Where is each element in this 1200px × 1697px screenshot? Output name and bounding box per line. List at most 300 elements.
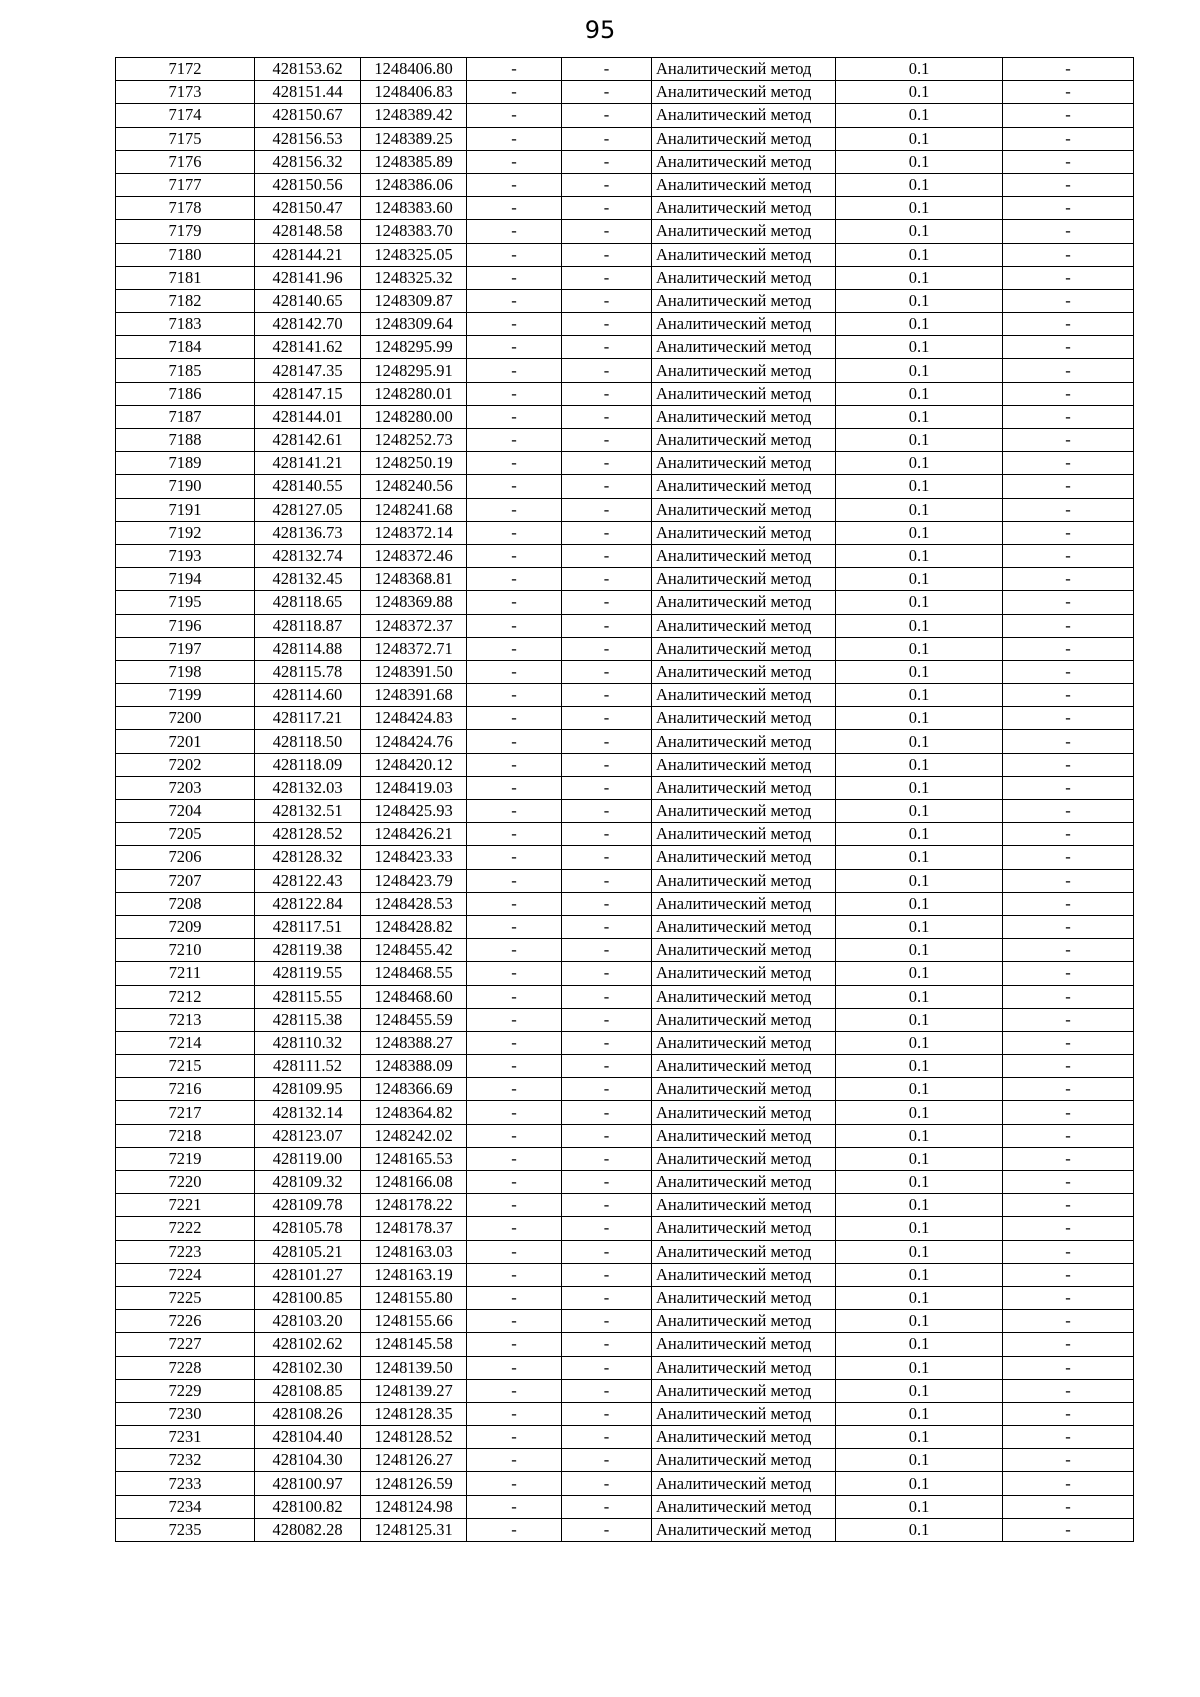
precision-cell: 0.1 [836, 104, 1003, 127]
empty-x-cell: - [467, 173, 562, 196]
table-row [116, 776, 1134, 799]
table-row [116, 1101, 1134, 1124]
point-number-cell: 7182 [116, 289, 255, 312]
note-cell: - [1003, 1495, 1134, 1518]
table-row [116, 1008, 1134, 1031]
empty-y-cell: - [562, 1194, 652, 1217]
x-coordinate-cell: 428109.32 [255, 1171, 361, 1194]
empty-x-cell: - [467, 1194, 562, 1217]
point-number-cell: 7216 [116, 1078, 255, 1101]
empty-x-cell: - [467, 429, 562, 452]
point-number-cell: 7231 [116, 1426, 255, 1449]
note-cell: - [1003, 1031, 1134, 1054]
table-row [116, 1518, 1134, 1541]
x-coordinate-cell: 428119.38 [255, 939, 361, 962]
table-row [116, 1379, 1134, 1402]
y-coordinate-cell: 1248426.21 [361, 823, 467, 846]
precision-cell: 0.1 [836, 173, 1003, 196]
x-coordinate-cell: 428109.95 [255, 1078, 361, 1101]
empty-x-cell: - [467, 730, 562, 753]
point-number-cell: 7198 [116, 660, 255, 683]
empty-y-cell: - [562, 1008, 652, 1031]
precision-cell: 0.1 [836, 544, 1003, 567]
table-row [116, 498, 1134, 521]
precision-cell: 0.1 [836, 1472, 1003, 1495]
y-coordinate-cell: 1248389.25 [361, 127, 467, 150]
y-coordinate-cell: 1248406.83 [361, 81, 467, 104]
precision-cell: 0.1 [836, 220, 1003, 243]
empty-y-cell: - [562, 150, 652, 173]
method-cell: Аналитический метод [652, 405, 836, 428]
point-number-cell: 7184 [116, 336, 255, 359]
note-cell: - [1003, 660, 1134, 683]
empty-y-cell: - [562, 939, 652, 962]
precision-cell: 0.1 [836, 127, 1003, 150]
table-row [116, 1263, 1134, 1286]
note-cell: - [1003, 429, 1134, 452]
empty-x-cell: - [467, 1217, 562, 1240]
method-cell: Аналитический метод [652, 939, 836, 962]
note-cell: - [1003, 1402, 1134, 1425]
empty-x-cell: - [467, 1495, 562, 1518]
y-coordinate-cell: 1248424.83 [361, 707, 467, 730]
x-coordinate-cell: 428132.14 [255, 1101, 361, 1124]
precision-cell: 0.1 [836, 939, 1003, 962]
precision-cell: 0.1 [836, 81, 1003, 104]
x-coordinate-cell: 428101.27 [255, 1263, 361, 1286]
method-cell: Аналитический метод [652, 846, 836, 869]
precision-cell: 0.1 [836, 637, 1003, 660]
y-coordinate-cell: 1248280.01 [361, 382, 467, 405]
precision-cell: 0.1 [836, 776, 1003, 799]
precision-cell: 0.1 [836, 892, 1003, 915]
method-cell: Аналитический метод [652, 730, 836, 753]
x-coordinate-cell: 428132.03 [255, 776, 361, 799]
table-row [116, 544, 1134, 567]
empty-x-cell: - [467, 1240, 562, 1263]
method-cell: Аналитический метод [652, 1055, 836, 1078]
point-number-cell: 7192 [116, 521, 255, 544]
y-coordinate-cell: 1248388.09 [361, 1055, 467, 1078]
point-number-cell: 7195 [116, 591, 255, 614]
x-coordinate-cell: 428150.56 [255, 173, 361, 196]
method-cell: Аналитический метод [652, 336, 836, 359]
y-coordinate-cell: 1248139.27 [361, 1379, 467, 1402]
empty-x-cell: - [467, 1031, 562, 1054]
method-cell: Аналитический метод [652, 1217, 836, 1240]
method-cell: Аналитический метод [652, 962, 836, 985]
note-cell: - [1003, 498, 1134, 521]
empty-y-cell: - [562, 266, 652, 289]
empty-x-cell: - [467, 1055, 562, 1078]
precision-cell: 0.1 [836, 1078, 1003, 1101]
point-number-cell: 7177 [116, 173, 255, 196]
precision-cell: 0.1 [836, 1217, 1003, 1240]
y-coordinate-cell: 1248125.31 [361, 1518, 467, 1541]
empty-y-cell: - [562, 568, 652, 591]
y-coordinate-cell: 1248425.93 [361, 800, 467, 823]
method-cell: Аналитический метод [652, 521, 836, 544]
table-row [116, 730, 1134, 753]
precision-cell: 0.1 [836, 243, 1003, 266]
empty-x-cell: - [467, 104, 562, 127]
precision-cell: 0.1 [836, 1402, 1003, 1425]
table-row [116, 1055, 1134, 1078]
point-number-cell: 7219 [116, 1147, 255, 1170]
precision-cell: 0.1 [836, 197, 1003, 220]
empty-y-cell: - [562, 220, 652, 243]
table-row [116, 823, 1134, 846]
y-coordinate-cell: 1248428.82 [361, 915, 467, 938]
x-coordinate-cell: 428122.43 [255, 869, 361, 892]
x-coordinate-cell: 428141.62 [255, 336, 361, 359]
note-cell: - [1003, 405, 1134, 428]
note-cell: - [1003, 313, 1134, 336]
empty-x-cell: - [467, 127, 562, 150]
table-row [116, 660, 1134, 683]
point-number-cell: 7197 [116, 637, 255, 660]
method-cell: Аналитический метод [652, 660, 836, 683]
x-coordinate-cell: 428123.07 [255, 1124, 361, 1147]
note-cell: - [1003, 336, 1134, 359]
precision-cell: 0.1 [836, 1194, 1003, 1217]
empty-x-cell: - [467, 1449, 562, 1472]
precision-cell: 0.1 [836, 707, 1003, 730]
y-coordinate-cell: 1248250.19 [361, 452, 467, 475]
empty-y-cell: - [562, 684, 652, 707]
empty-x-cell: - [467, 1147, 562, 1170]
precision-cell: 0.1 [836, 452, 1003, 475]
table-row [116, 1286, 1134, 1309]
note-cell: - [1003, 1217, 1134, 1240]
note-cell: - [1003, 220, 1134, 243]
y-coordinate-cell: 1248241.68 [361, 498, 467, 521]
method-cell: Аналитический метод [652, 1310, 836, 1333]
y-coordinate-cell: 1248406.80 [361, 58, 467, 81]
x-coordinate-cell: 428118.87 [255, 614, 361, 637]
empty-x-cell: - [467, 1171, 562, 1194]
y-coordinate-cell: 1248128.35 [361, 1402, 467, 1425]
x-coordinate-cell: 428103.20 [255, 1310, 361, 1333]
precision-cell: 0.1 [836, 1171, 1003, 1194]
point-number-cell: 7193 [116, 544, 255, 567]
note-cell: - [1003, 150, 1134, 173]
note-cell: - [1003, 521, 1134, 544]
empty-x-cell: - [467, 591, 562, 614]
point-number-cell: 7194 [116, 568, 255, 591]
point-number-cell: 7211 [116, 962, 255, 985]
table-row [116, 1495, 1134, 1518]
x-coordinate-cell: 428109.78 [255, 1194, 361, 1217]
empty-x-cell: - [467, 1472, 562, 1495]
empty-x-cell: - [467, 1078, 562, 1101]
empty-y-cell: - [562, 730, 652, 753]
method-cell: Аналитический метод [652, 1449, 836, 1472]
method-cell: Аналитический метод [652, 1333, 836, 1356]
note-cell: - [1003, 915, 1134, 938]
note-cell: - [1003, 452, 1134, 475]
precision-cell: 0.1 [836, 985, 1003, 1008]
x-coordinate-cell: 428127.05 [255, 498, 361, 521]
y-coordinate-cell: 1248386.06 [361, 173, 467, 196]
table-row [116, 104, 1134, 127]
point-number-cell: 7207 [116, 869, 255, 892]
x-coordinate-cell: 428141.21 [255, 452, 361, 475]
x-coordinate-cell: 428118.09 [255, 753, 361, 776]
x-coordinate-cell: 428150.67 [255, 104, 361, 127]
empty-x-cell: - [467, 753, 562, 776]
empty-x-cell: - [467, 846, 562, 869]
x-coordinate-cell: 428100.82 [255, 1495, 361, 1518]
precision-cell: 0.1 [836, 1518, 1003, 1541]
y-coordinate-cell: 1248145.58 [361, 1333, 467, 1356]
note-cell: - [1003, 382, 1134, 405]
note-cell: - [1003, 359, 1134, 382]
point-number-cell: 7173 [116, 81, 255, 104]
empty-y-cell: - [562, 1333, 652, 1356]
precision-cell: 0.1 [836, 498, 1003, 521]
y-coordinate-cell: 1248455.59 [361, 1008, 467, 1031]
empty-x-cell: - [467, 985, 562, 1008]
method-cell: Аналитический метод [652, 637, 836, 660]
empty-x-cell: - [467, 800, 562, 823]
empty-x-cell: - [467, 336, 562, 359]
table-row [116, 429, 1134, 452]
x-coordinate-cell: 428102.30 [255, 1356, 361, 1379]
table-row [116, 1402, 1134, 1425]
table-row [116, 892, 1134, 915]
empty-y-cell: - [562, 800, 652, 823]
table-row [116, 243, 1134, 266]
x-coordinate-cell: 428151.44 [255, 81, 361, 104]
point-number-cell: 7230 [116, 1402, 255, 1425]
empty-y-cell: - [562, 58, 652, 81]
note-cell: - [1003, 1356, 1134, 1379]
table-row [116, 58, 1134, 81]
empty-y-cell: - [562, 1078, 652, 1101]
table-row [116, 1449, 1134, 1472]
table-row [116, 637, 1134, 660]
empty-x-cell: - [467, 313, 562, 336]
y-coordinate-cell: 1248325.05 [361, 243, 467, 266]
empty-y-cell: - [562, 197, 652, 220]
point-number-cell: 7234 [116, 1495, 255, 1518]
precision-cell: 0.1 [836, 150, 1003, 173]
note-cell: - [1003, 1194, 1134, 1217]
empty-x-cell: - [467, 1518, 562, 1541]
precision-cell: 0.1 [836, 614, 1003, 637]
empty-x-cell: - [467, 1124, 562, 1147]
table-row [116, 313, 1134, 336]
table-row [116, 915, 1134, 938]
y-coordinate-cell: 1248252.73 [361, 429, 467, 452]
method-cell: Аналитический метод [652, 985, 836, 1008]
note-cell: - [1003, 1240, 1134, 1263]
table-row [116, 1310, 1134, 1333]
note-cell: - [1003, 1379, 1134, 1402]
table-row [116, 289, 1134, 312]
x-coordinate-cell: 428105.78 [255, 1217, 361, 1240]
point-number-cell: 7178 [116, 197, 255, 220]
table-row [116, 1426, 1134, 1449]
method-cell: Аналитический метод [652, 243, 836, 266]
y-coordinate-cell: 1248155.66 [361, 1310, 467, 1333]
empty-x-cell: - [467, 892, 562, 915]
table-body [116, 58, 1134, 1542]
precision-cell: 0.1 [836, 359, 1003, 382]
table-row [116, 1124, 1134, 1147]
point-number-cell: 7176 [116, 150, 255, 173]
x-coordinate-cell: 428104.30 [255, 1449, 361, 1472]
table-row [116, 173, 1134, 196]
point-number-cell: 7190 [116, 475, 255, 498]
x-coordinate-cell: 428122.84 [255, 892, 361, 915]
y-coordinate-cell: 1248368.81 [361, 568, 467, 591]
page-number: 95 [584, 16, 616, 44]
y-coordinate-cell: 1248423.33 [361, 846, 467, 869]
empty-y-cell: - [562, 1263, 652, 1286]
empty-x-cell: - [467, 475, 562, 498]
note-cell: - [1003, 823, 1134, 846]
method-cell: Аналитический метод [652, 498, 836, 521]
y-coordinate-cell: 1248423.79 [361, 869, 467, 892]
note-cell: - [1003, 1263, 1134, 1286]
method-cell: Аналитический метод [652, 1402, 836, 1425]
point-number-cell: 7232 [116, 1449, 255, 1472]
note-cell: - [1003, 939, 1134, 962]
empty-y-cell: - [562, 243, 652, 266]
empty-x-cell: - [467, 1333, 562, 1356]
note-cell: - [1003, 1472, 1134, 1495]
note-cell: - [1003, 568, 1134, 591]
empty-y-cell: - [562, 104, 652, 127]
x-coordinate-cell: 428140.55 [255, 475, 361, 498]
x-coordinate-cell: 428115.78 [255, 660, 361, 683]
precision-cell: 0.1 [836, 1379, 1003, 1402]
point-number-cell: 7221 [116, 1194, 255, 1217]
empty-x-cell: - [467, 197, 562, 220]
point-number-cell: 7222 [116, 1217, 255, 1240]
empty-y-cell: - [562, 1101, 652, 1124]
x-coordinate-cell: 428118.65 [255, 591, 361, 614]
table-row [116, 568, 1134, 591]
note-cell: - [1003, 962, 1134, 985]
precision-cell: 0.1 [836, 684, 1003, 707]
empty-y-cell: - [562, 429, 652, 452]
empty-y-cell: - [562, 753, 652, 776]
table-row [116, 614, 1134, 637]
x-coordinate-cell: 428142.70 [255, 313, 361, 336]
precision-cell: 0.1 [836, 1333, 1003, 1356]
precision-cell: 0.1 [836, 336, 1003, 359]
empty-y-cell: - [562, 1518, 652, 1541]
point-number-cell: 7228 [116, 1356, 255, 1379]
empty-y-cell: - [562, 707, 652, 730]
table-row [116, 81, 1134, 104]
y-coordinate-cell: 1248388.27 [361, 1031, 467, 1054]
point-number-cell: 7235 [116, 1518, 255, 1541]
method-cell: Аналитический метод [652, 614, 836, 637]
method-cell: Аналитический метод [652, 266, 836, 289]
y-coordinate-cell: 1248389.42 [361, 104, 467, 127]
table-row [116, 266, 1134, 289]
x-coordinate-cell: 428115.38 [255, 1008, 361, 1031]
empty-y-cell: - [562, 498, 652, 521]
note-cell: - [1003, 869, 1134, 892]
precision-cell: 0.1 [836, 1286, 1003, 1309]
table-row [116, 985, 1134, 1008]
empty-y-cell: - [562, 1310, 652, 1333]
point-number-cell: 7210 [116, 939, 255, 962]
method-cell: Аналитический метод [652, 1008, 836, 1031]
note-cell: - [1003, 1310, 1134, 1333]
y-coordinate-cell: 1248166.08 [361, 1171, 467, 1194]
empty-y-cell: - [562, 637, 652, 660]
table-row [116, 939, 1134, 962]
empty-y-cell: - [562, 591, 652, 614]
method-cell: Аналитический метод [652, 568, 836, 591]
x-coordinate-cell: 428118.50 [255, 730, 361, 753]
point-number-cell: 7186 [116, 382, 255, 405]
y-coordinate-cell: 1248165.53 [361, 1147, 467, 1170]
table-row [116, 707, 1134, 730]
table-row [116, 220, 1134, 243]
empty-y-cell: - [562, 1402, 652, 1425]
point-number-cell: 7214 [116, 1031, 255, 1054]
precision-cell: 0.1 [836, 591, 1003, 614]
x-coordinate-cell: 428108.85 [255, 1379, 361, 1402]
table-row [116, 1472, 1134, 1495]
x-coordinate-cell: 428144.21 [255, 243, 361, 266]
table-row [116, 1240, 1134, 1263]
method-cell: Аналитический метод [652, 823, 836, 846]
point-number-cell: 7229 [116, 1379, 255, 1402]
empty-x-cell: - [467, 58, 562, 81]
note-cell: - [1003, 684, 1134, 707]
precision-cell: 0.1 [836, 521, 1003, 544]
empty-y-cell: - [562, 521, 652, 544]
y-coordinate-cell: 1248155.80 [361, 1286, 467, 1309]
table-row [116, 452, 1134, 475]
empty-x-cell: - [467, 660, 562, 683]
y-coordinate-cell: 1248163.19 [361, 1263, 467, 1286]
empty-x-cell: - [467, 243, 562, 266]
y-coordinate-cell: 1248309.87 [361, 289, 467, 312]
note-cell: - [1003, 58, 1134, 81]
precision-cell: 0.1 [836, 405, 1003, 428]
method-cell: Аналитический метод [652, 1147, 836, 1170]
empty-x-cell: - [467, 150, 562, 173]
y-coordinate-cell: 1248419.03 [361, 776, 467, 799]
empty-x-cell: - [467, 684, 562, 707]
empty-x-cell: - [467, 521, 562, 544]
x-coordinate-cell: 428132.74 [255, 544, 361, 567]
y-coordinate-cell: 1248383.60 [361, 197, 467, 220]
empty-y-cell: - [562, 1055, 652, 1078]
x-coordinate-cell: 428148.58 [255, 220, 361, 243]
note-cell: - [1003, 1333, 1134, 1356]
y-coordinate-cell: 1248126.27 [361, 1449, 467, 1472]
empty-y-cell: - [562, 173, 652, 196]
point-number-cell: 7200 [116, 707, 255, 730]
y-coordinate-cell: 1248385.89 [361, 150, 467, 173]
note-cell: - [1003, 591, 1134, 614]
method-cell: Аналитический метод [652, 150, 836, 173]
precision-cell: 0.1 [836, 1008, 1003, 1031]
method-cell: Аналитический метод [652, 800, 836, 823]
empty-y-cell: - [562, 614, 652, 637]
empty-y-cell: - [562, 1472, 652, 1495]
